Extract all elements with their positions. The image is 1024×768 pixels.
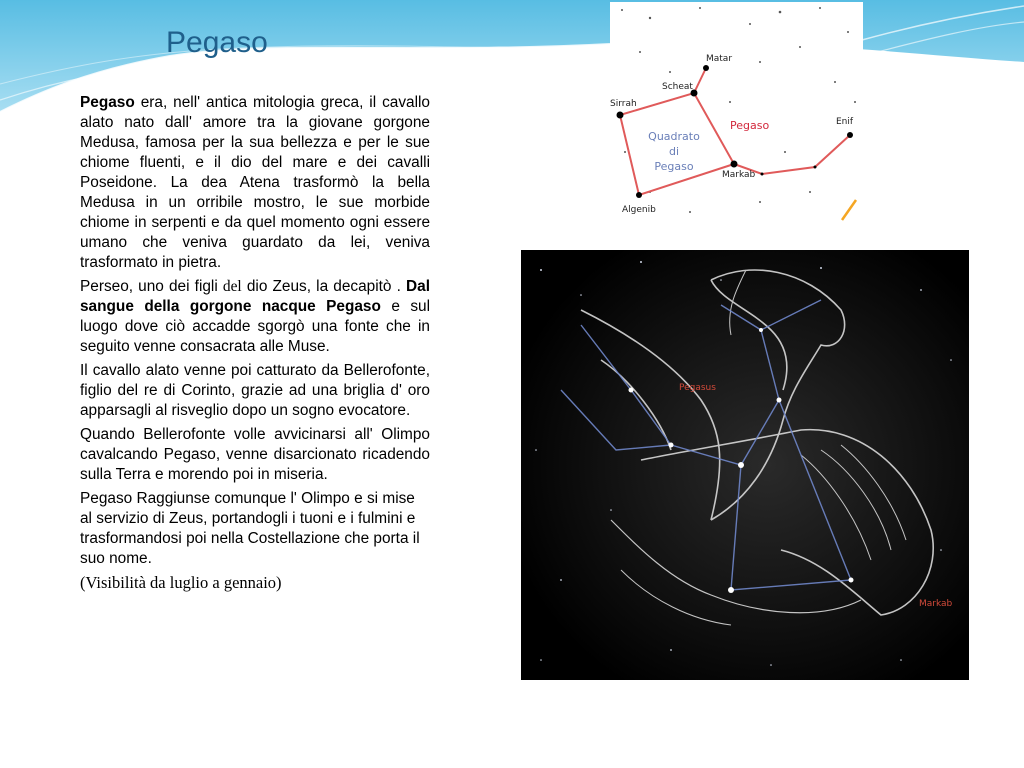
star-map-image (610, 2, 863, 227)
pegasus-constellation-image (521, 250, 969, 680)
label-scheat: Scheat (662, 82, 693, 92)
star-enif (847, 132, 853, 138)
paragraph-1 (80, 93, 430, 273)
star-markab (731, 161, 738, 168)
paragraph-2-mid: dio Zeus, la decapitò . (241, 278, 407, 295)
star-matar (703, 65, 709, 71)
label-algenib: Algenib (622, 205, 656, 215)
paragraph-5: Pegaso Raggiunse comunque l' Olimpo e si mise al servizio di Zeus, portandogli i tuoni e i fulmini e trasformandosi poi nella Costellazione che porta il suo nome. (80, 490, 420, 567)
paragraph-2-pre: Perseo, uno dei figli (80, 278, 223, 295)
paragraph-2-serif: del (222, 278, 242, 295)
label-enif: Enif (836, 117, 854, 127)
label-pegasus: Pegasus (679, 383, 716, 393)
paragraph-2 (80, 277, 430, 357)
paragraph-3: Il cavallo alato venne poi catturato da Bellerofonte, figlio del re di Corinto, grazie ad una briglia d' oro apparsagli al risveglio dopo un sogno evocatore. (80, 362, 430, 419)
star-sirrah (617, 112, 624, 119)
label-markab: Markab (722, 170, 756, 180)
label-square-line-2: di (668, 145, 680, 158)
visibility-note: (Visibilità da luglio a gennaio) (80, 573, 282, 592)
paragraph-2-bold: Dal sangue della gorgone nacque Pegaso (80, 278, 430, 315)
label-markab-art: Markab (919, 599, 953, 609)
body-text (80, 93, 430, 597)
label-matar: Matar (706, 54, 733, 64)
label-square-line-1: Quadrato (648, 130, 700, 143)
bold-lead: Pegaso (80, 94, 135, 111)
label-square-line-3: Pegaso (654, 160, 694, 173)
paragraph-2-post: e sul luogo dove ciò accadde sgorgò una fonte che in seguito venne consacrata alle Muse. (80, 298, 430, 355)
label-pegaso: Pegaso (730, 119, 770, 132)
label-sirrah: Sirrah (610, 99, 637, 109)
paragraph-1-text: era, nell' antica mitologia greca, il cavallo alato nato dall' amore tra la giovane gorgone Medusa, famosa per la sua bellezza e per le sue chiome fluenti, e il dio del mare e dei cavalli Poseidone. La dea Atena trasformò la bella Medusa in un orribile mostro, le sue morbide chiome in serpenti e da quel momento ogni essere umano che veniva guardato da lei, veniva trasformato in pietra. (80, 94, 430, 271)
paragraph-4: Quando Bellerofonte volle avvicinarsi all' Olimpo cavalcando Pegaso, venne disarcionato ricadendo sulla Terra e morendo poi in miseria. (80, 426, 430, 483)
star-algenib (636, 192, 642, 198)
slide-title: Pegaso (166, 26, 268, 59)
